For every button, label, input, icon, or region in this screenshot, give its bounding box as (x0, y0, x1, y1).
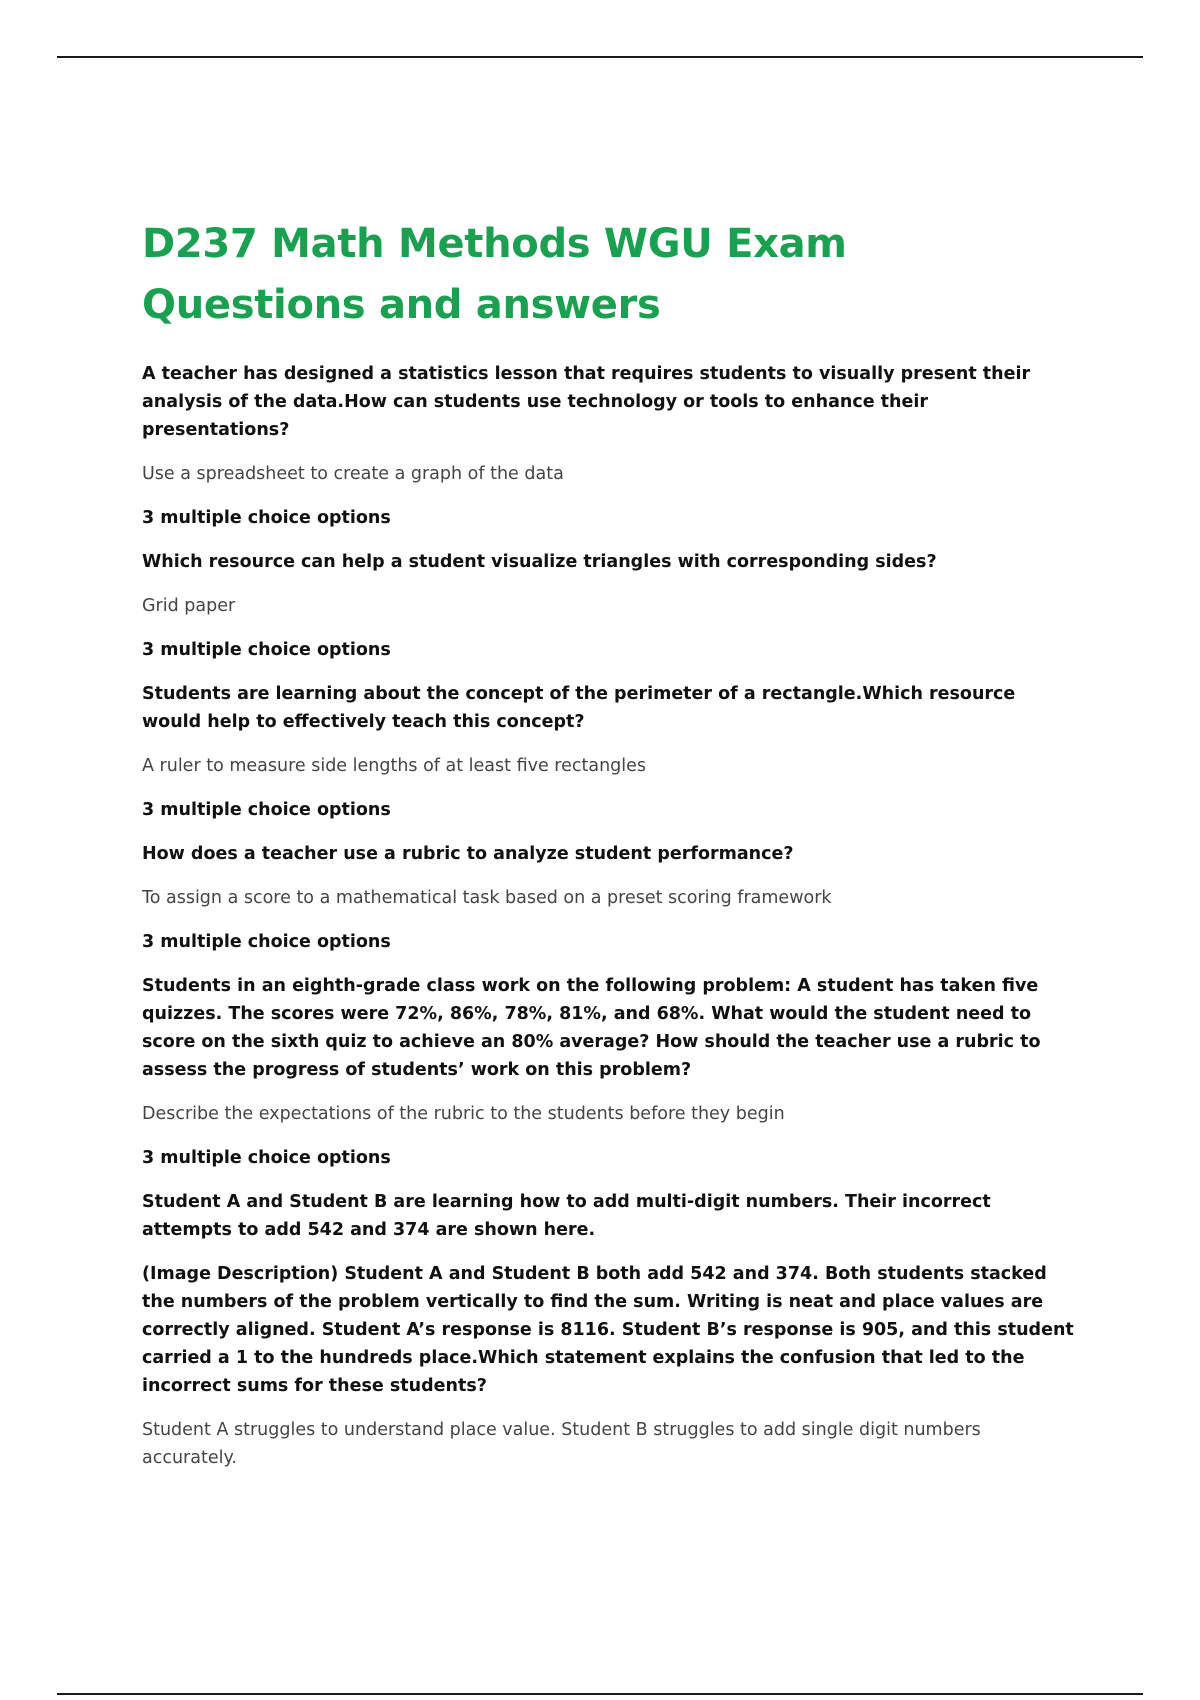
answer-text: Student A struggles to understand place value. Student B struggles to add single digit numbers accurately. (142, 1420, 981, 1468)
qa-item-4 (142, 840, 1077, 956)
options-note: 3 multiple choice options (142, 640, 391, 660)
qa-item-1 (142, 360, 1077, 532)
question-text: A teacher has designed a statistics lesson that requires students to visually present their analysis of the data.How can students use technology or tools to enhance their presentations? (142, 364, 1031, 440)
top-rule (57, 56, 1143, 58)
options-note: 3 multiple choice options (142, 932, 391, 952)
question-text: How does a teacher use a rubric to analyze student performance? (142, 844, 794, 864)
question-text: Student A and Student B are learning how to add multi-digit numbers. Their incorrect attempts to add 542 and 374 are shown here. (142, 1192, 991, 1240)
qa-item-3 (142, 680, 1077, 824)
answer-text: Use a spreadsheet to create a graph of the data (142, 464, 564, 484)
qa-item-6 (142, 1188, 1077, 1472)
qa-item-5 (142, 972, 1077, 1172)
answer-text: Describe the expectations of the rubric to the students before they begin (142, 1104, 785, 1124)
answer-text: Grid paper (142, 596, 236, 616)
question-text: Which resource can help a student visualize triangles with corresponding sides? (142, 552, 937, 572)
question-text: Students are learning about the concept of the perimeter of a rectangle.Which resource would help to effectively teach this concept? (142, 684, 1016, 732)
answer-text: To assign a score to a mathematical task based on a preset scoring framework (142, 888, 832, 908)
options-note: 3 multiple choice options (142, 800, 391, 820)
options-note: 3 multiple choice options (142, 1148, 391, 1168)
document-title: D237 Math Methods WGU Exam Questions and answers (142, 221, 847, 328)
document-content (142, 214, 1077, 1488)
qa-item-2 (142, 548, 1077, 664)
image-description-text: (Image Description) Student A and Student B both add 542 and 374. Both students stacked the numbers of the problem vertically to find the sum. Writing is neat and place values are correctly aligned. Student A’s response is 8116. Student B’s response is 905, and this student carried a 1 to the hundreds place.Which statement explains the confusion that led to the incorrect sums for these students? (142, 1264, 1074, 1396)
answer-text: A ruler to measure side lengths of at least five rectangles (142, 756, 647, 776)
bottom-rule (57, 1693, 1143, 1695)
question-text: Students in an eighth-grade class work on the following problem: A student has taken five quizzes. The scores were 72%, 86%, 78%, 81%, and 68%. What would the student need to score on the sixth quiz to achieve an 80% average? How should the teacher use a rubric to assess the progress of students’ work on this problem? (142, 976, 1041, 1080)
options-note: 3 multiple choice options (142, 508, 391, 528)
